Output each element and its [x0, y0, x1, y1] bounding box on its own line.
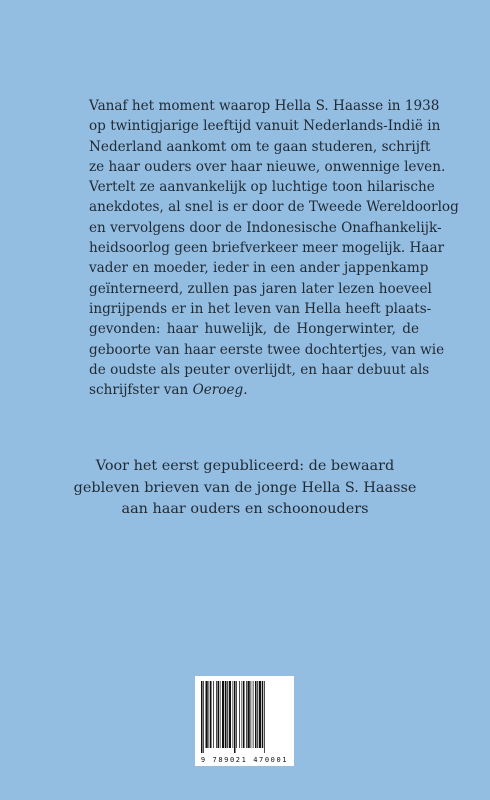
- blurb-line: op twintigjarige leeftijd vanuit Nederlands-Indië in: [89, 118, 441, 135]
- barcode-bar: [262, 681, 264, 748]
- blurb-line: geïnterneerd, zullen pas jaren later lezen hoeveel: [89, 280, 432, 297]
- blurb-last-line-prefix: schrijfster van: [89, 382, 193, 399]
- barcode-bar: [255, 681, 257, 748]
- barcode-bar: [248, 681, 250, 748]
- barcode-bar: [246, 681, 247, 748]
- blurb-line: geboorte van haar eerste twee dochtertjes, van wie: [89, 341, 445, 358]
- barcode-bar: [203, 681, 204, 753]
- tagline-line: aan haar ouders en schoonouders: [121, 501, 369, 517]
- blurb-line: vader en moeder, ieder in een ander jappenkamp: [89, 260, 429, 277]
- barcode-bar: [218, 681, 220, 748]
- barcode-bar: [259, 681, 261, 748]
- barcode-bar: [209, 681, 210, 748]
- barcode-bar: [210, 681, 212, 748]
- blurb-line: gevonden: haar huwelijk, de Hongerwinter, de: [89, 321, 419, 338]
- barcode-bar: [222, 681, 224, 748]
- barcode-bar: [220, 681, 221, 748]
- barcode-bar: [234, 681, 236, 753]
- barcode-bar: [242, 681, 243, 748]
- blurb-line: de oudste als peuter overlijdt, en haar debuut als: [89, 361, 430, 378]
- barcode-bar: [239, 681, 240, 748]
- blurb-line: heidsoorlog geen briefverkeer meer mogelijk. Haar: [89, 240, 445, 257]
- blurb-line: ingrijpends er in het leven van Hella heeft plaats-: [89, 300, 432, 317]
- book-title-oeroeg: Oeroeg: [192, 382, 244, 399]
- barcode-bar: [264, 681, 265, 753]
- blurb-line: en vervolgens door de Indonesische Onafhankelijk-: [89, 219, 442, 236]
- blurb-line: ze haar ouders over haar nieuwe, onwennige leven.: [89, 158, 446, 175]
- barcode-bar: [253, 681, 254, 748]
- barcode-bar: [201, 681, 203, 753]
- isbn-number: 9 789021 470001: [200, 756, 289, 764]
- barcode-bar: [257, 681, 258, 748]
- blurb-line: anekdotes, al snel is er door de Tweede Wereldoorlog: [89, 199, 459, 216]
- tagline-line: gebleven brieven van de jonge Hella S. Haasse: [73, 479, 417, 496]
- isbn-barcode: [195, 676, 294, 766]
- barcode-bar: [251, 681, 252, 748]
- barcode-bar: [227, 681, 228, 748]
- blurb-line: Vertelt ze aanvankelijk op luchtige toon hilarische: [89, 179, 435, 196]
- tagline-line: Voor het eerst gepubliceerd: de bewaard: [95, 458, 395, 474]
- barcode-bar: [229, 681, 231, 748]
- blurb-line: Vanaf het moment waarop Hella S. Haasse in 1938: [89, 98, 440, 114]
- back-cover-blurb: [89, 96, 459, 400]
- tagline: [60, 456, 430, 521]
- barcode-icon: [195, 676, 294, 756]
- blurb-line: Nederland aankomt om te gaan studeren, schrijft: [89, 138, 431, 155]
- barcode-bar: [206, 681, 208, 748]
- barcode-bar: [236, 681, 237, 748]
- barcode-bar: [225, 681, 227, 748]
- barcode-bar: [216, 681, 217, 748]
- barcode-bar: [233, 681, 234, 748]
- barcode-bar: [243, 681, 245, 748]
- blurb-last-line-suffix: .: [243, 382, 248, 399]
- barcode-bar: [213, 681, 214, 748]
- blurb-last-line: [89, 380, 419, 400]
